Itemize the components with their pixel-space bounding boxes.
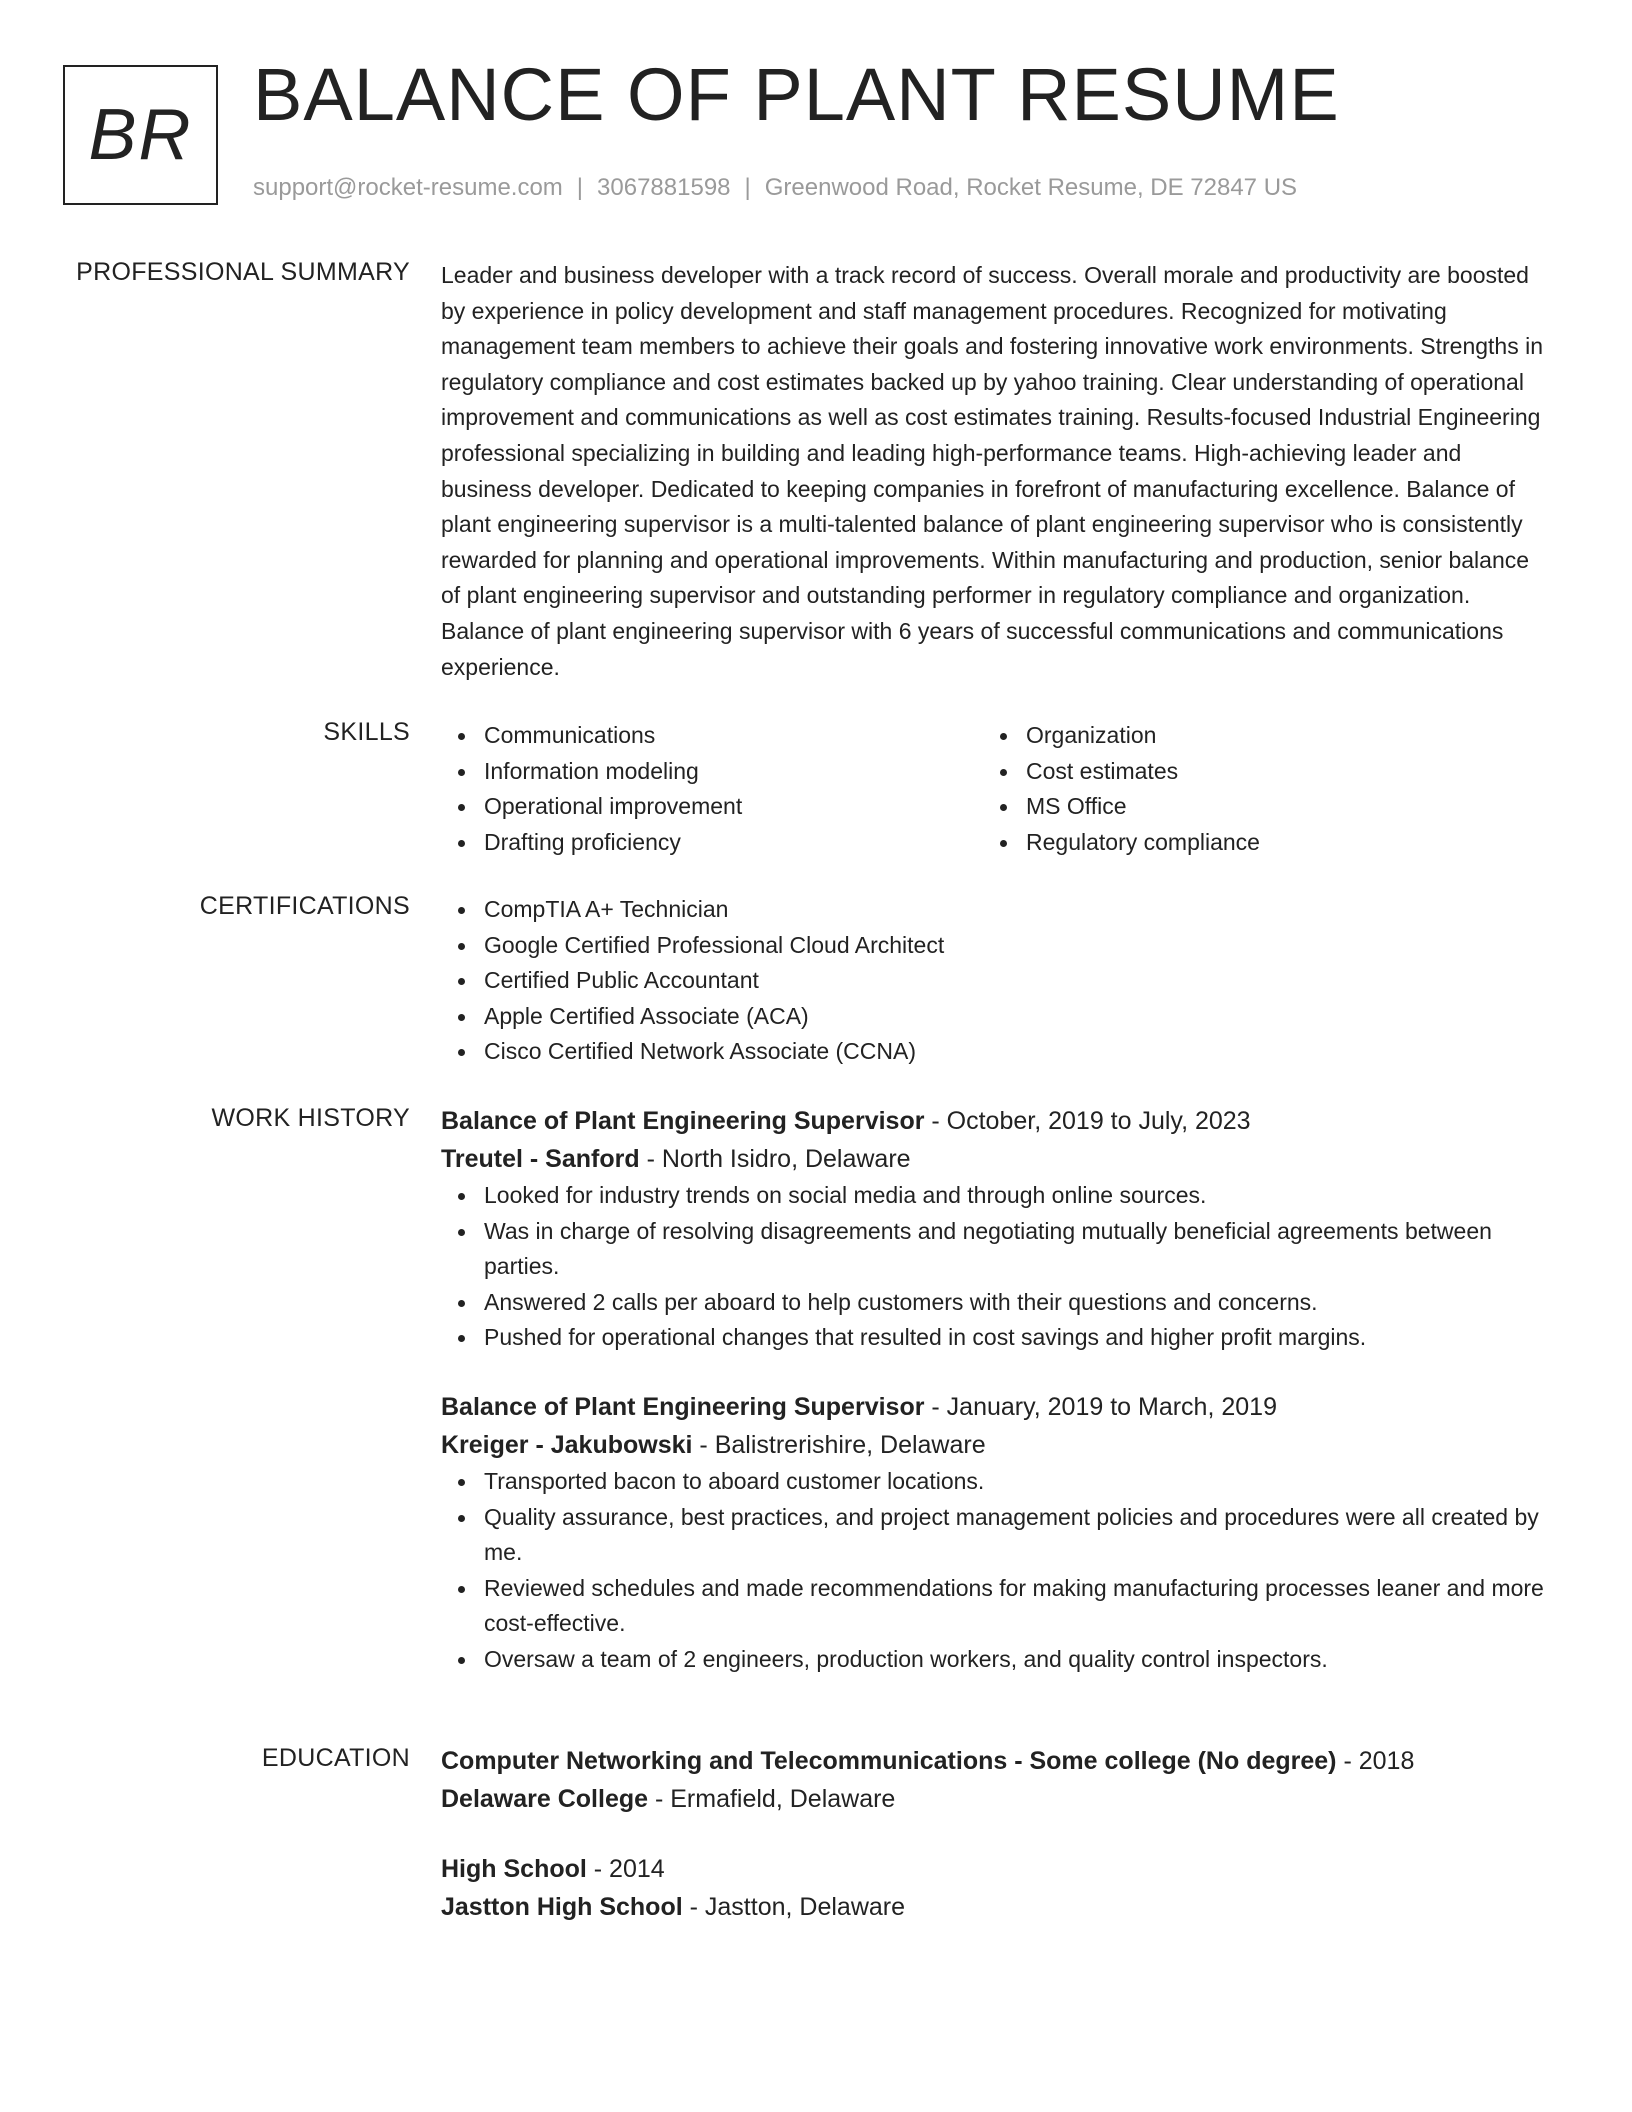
skill-item: Regulatory compliance xyxy=(983,825,1525,861)
skills-grid xyxy=(441,718,1551,860)
summary-label: PROFESSIONAL SUMMARY xyxy=(76,258,410,286)
education-degree: Computer Networking and Telecommunications - Some college (No degree) xyxy=(441,1747,1337,1775)
summary-body xyxy=(441,258,1551,685)
resume-title: BALANCE OF PLANT RESUME xyxy=(253,53,1340,136)
job-company-line xyxy=(441,1140,1551,1178)
education-entry xyxy=(441,1850,1551,1926)
job-company-line xyxy=(441,1426,1551,1464)
monogram-box xyxy=(63,65,218,205)
job-title-line xyxy=(441,1102,1551,1140)
certification-item: Certified Public Accountant xyxy=(441,963,1551,999)
education-year: - 2018 xyxy=(1336,1747,1415,1775)
education-label: EDUCATION xyxy=(261,1744,410,1772)
skill-item: Drafting proficiency xyxy=(441,825,983,861)
job-bullet: Oversaw a team of 2 engineers, production workers, and quality control inspectors. xyxy=(441,1642,1551,1678)
education-degree-line xyxy=(441,1850,1551,1888)
skills-body xyxy=(441,718,1551,860)
skill-item: Information modeling xyxy=(441,754,983,790)
job-bullet: Was in charge of resolving disagreements and negotiating mutually beneficial agreements between parties. xyxy=(441,1214,1551,1285)
education-degree-line xyxy=(441,1742,1551,1780)
job-dates: - January, 2019 to March, 2019 xyxy=(924,1392,1277,1421)
education-entry xyxy=(441,1742,1551,1818)
skill-item: Communications xyxy=(441,718,983,754)
skills-list-left xyxy=(441,718,983,860)
education-body xyxy=(441,1742,1551,1958)
job-company: Treutel - Sanford xyxy=(441,1145,640,1173)
skill-item: Cost estimates xyxy=(983,754,1525,790)
contact-phone[interactable]: 3067881598 xyxy=(597,174,731,201)
job-title: Balance of Plant Engineering Supervisor xyxy=(441,1392,925,1421)
job-bullet: Reviewed schedules and made recommendations for making manufacturing processes leaner and more cost-effective. xyxy=(441,1571,1551,1642)
education-school-line xyxy=(441,1888,1551,1926)
education-school: Delaware College xyxy=(441,1785,649,1813)
contact-line xyxy=(253,174,1297,202)
work-history-label: WORK HISTORY xyxy=(211,1104,410,1132)
job-title-line xyxy=(441,1388,1551,1426)
job-dates: - October, 2019 to July, 2023 xyxy=(924,1107,1251,1135)
education-degree: High School xyxy=(441,1855,587,1883)
summary-text: Leader and business developer with a track record of success. Overall morale and productivity are boosted by experience in policy development and staff management procedures. Recognized for motivating management team members to achieve their goals and fostering innovative work environments. Strengths in regulatory compliance and cost estimates backed up by yahoo training. Clear understanding of operational improvement and communications as well as cost estimates training. Results-focused Industrial Engineering professional specializing in building and leading high-performance teams. High-achieving leader and business developer. Dedicated to keeping companies in forefront of manufacturing excellence. Balance of plant engineering supervisor is a multi-talented balance of plant engineering supervisor who is consistently rewarded for planning and operational improvements. Within manufacturing and production, senior balance of plant engineering supervisor and outstanding performer in regulatory compliance and organization. Balance of plant engineering supervisor with 6 years of successful communications and communications experience. xyxy=(441,262,1544,680)
job-bullets xyxy=(441,1464,1551,1678)
skills-list-right xyxy=(983,718,1525,860)
skills-label: SKILLS xyxy=(323,718,410,746)
job-bullet: Answered 2 calls per aboard to help customers with their questions and concerns. xyxy=(441,1285,1551,1321)
job-bullet: Quality assurance, best practices, and project management policies and procedures were all created by me. xyxy=(441,1500,1551,1571)
job-bullet: Transported bacon to aboard customer locations. xyxy=(441,1464,1551,1500)
education-location: - Jastton, Delaware xyxy=(682,1893,906,1921)
education-year: - 2014 xyxy=(586,1855,665,1883)
certification-item: Apple Certified Associate (ACA) xyxy=(441,999,1551,1035)
job-bullet: Pushed for operational changes that resulted in cost savings and higher profit margins. xyxy=(441,1320,1551,1356)
job-bullets xyxy=(441,1178,1551,1356)
certifications-body xyxy=(441,892,1551,1070)
education-school: Jastton High School xyxy=(441,1893,683,1921)
contact-separator: | xyxy=(576,174,584,201)
education-location: - Ermafield, Delaware xyxy=(648,1785,896,1813)
work-history-body xyxy=(441,1102,1551,1710)
skill-item: MS Office xyxy=(983,789,1525,825)
certification-item: Google Certified Professional Cloud Architect xyxy=(441,928,1551,964)
certification-item: CompTIA A+ Technician xyxy=(441,892,1551,928)
monogram-initials: BR xyxy=(88,95,193,175)
job-company: Kreiger - Jakubowski xyxy=(441,1430,693,1459)
job-location: - North Isidro, Delaware xyxy=(639,1145,911,1173)
job-bullet: Looked for industry trends on social media and through online sources. xyxy=(441,1178,1551,1214)
job-entry xyxy=(441,1102,1551,1356)
job-entry xyxy=(441,1388,1551,1678)
contact-email[interactable]: support@rocket-resume.com xyxy=(253,174,563,201)
contact-address: Greenwood Road, Rocket Resume, DE 72847 US xyxy=(764,174,1298,201)
certifications-list xyxy=(441,892,1551,1070)
job-title: Balance of Plant Engineering Supervisor xyxy=(441,1107,925,1135)
education-school-line xyxy=(441,1780,1551,1818)
skill-item: Organization xyxy=(983,718,1525,754)
certification-item: Cisco Certified Network Associate (CCNA) xyxy=(441,1034,1551,1070)
skill-item: Operational improvement xyxy=(441,789,983,825)
job-location: - Balistrerishire, Delaware xyxy=(692,1430,986,1459)
contact-separator: | xyxy=(744,174,751,201)
certifications-label: CERTIFICATIONS xyxy=(199,892,410,920)
